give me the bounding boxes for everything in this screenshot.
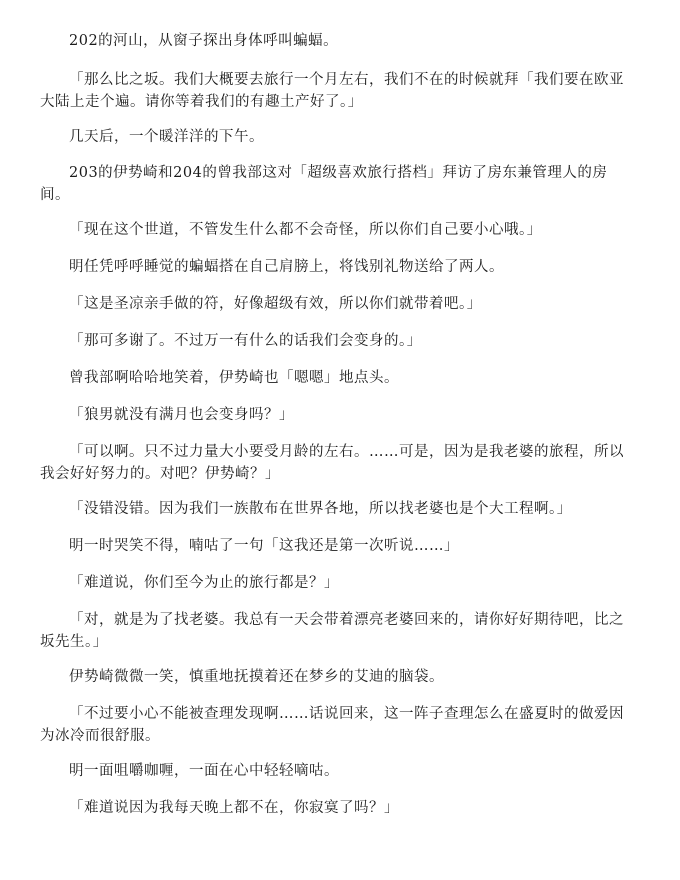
paragraph: 202的河山，从窗子探出身体呼叫蝙蝠。 — [69, 33, 339, 49]
paragraph: 「不过要小心不能被查理发现啊……话说回来，这一阵子查理怎么在盛夏时的做爱因为冰冷而很舒服。 — [40, 706, 624, 744]
paragraph: 「现在这个世道，不管发生什么都不会奇怪，所以你们自己要小心哦。」 — [69, 222, 542, 238]
paragraph: 「那么比之坂。我们大概要去旅行一个月左右，我们不在的时候就拜「我们要在欧亚大陆上走个遍。请你等着我们的有趣土产好了。」 — [40, 72, 624, 110]
paragraph: 「没错没错。因为我们一族散布在世界各地，所以找老婆也是个大工程啊。」 — [69, 501, 572, 517]
paragraph: 「难道说，你们至今为止的旅行都是？」 — [69, 575, 339, 591]
paragraph: 明一时哭笑不得，喃咕了一句「这我还是第一次听说……」 — [69, 538, 459, 554]
paragraph: 「狼男就没有满月也会变身吗？」 — [69, 407, 294, 423]
paragraph: 明一面咀嚼咖喱，一面在心中轻轻嘀咕。 — [69, 763, 339, 779]
paragraph: 「可以啊。只不过力量大小要受月龄的左右。……可是，因为是我老婆的旅程，所以我会好好努力的。对吧？伊势崎？」 — [40, 444, 624, 482]
paragraph: 明任凭呼呼睡觉的蝙蝠搭在自己肩膀上，将饯别礼物送给了两人。 — [69, 259, 504, 275]
paragraph: 「对，就是为了找老婆。我总有一天会带着漂亮老婆回来的，请你好好期待吧，比之坂先生。」 — [40, 612, 624, 650]
paragraph: 伊势崎微微一笑，慎重地抚摸着还在梦乡的艾迪的脑袋。 — [69, 669, 444, 685]
paragraph: 曾我部啊哈哈地笑着，伊势崎也「嗯嗯」地点头。 — [69, 370, 399, 386]
paragraph: 几天后，一个暖洋洋的下午。 — [69, 129, 264, 145]
paragraph: 「难道说因为我每天晚上都不在，你寂寞了吗？」 — [69, 800, 399, 816]
paragraph: 「那可多谢了。不过万一有什么的话我们会变身的。」 — [69, 333, 422, 349]
paragraph: 203的伊势崎和204的曾我部这对「超级喜欢旅行搭档」拜访了房东兼管理人的房间。 — [40, 165, 608, 203]
paragraph: 「这是圣凉亲手做的符，好像超级有效，所以你们就带着吧。」 — [69, 296, 482, 312]
